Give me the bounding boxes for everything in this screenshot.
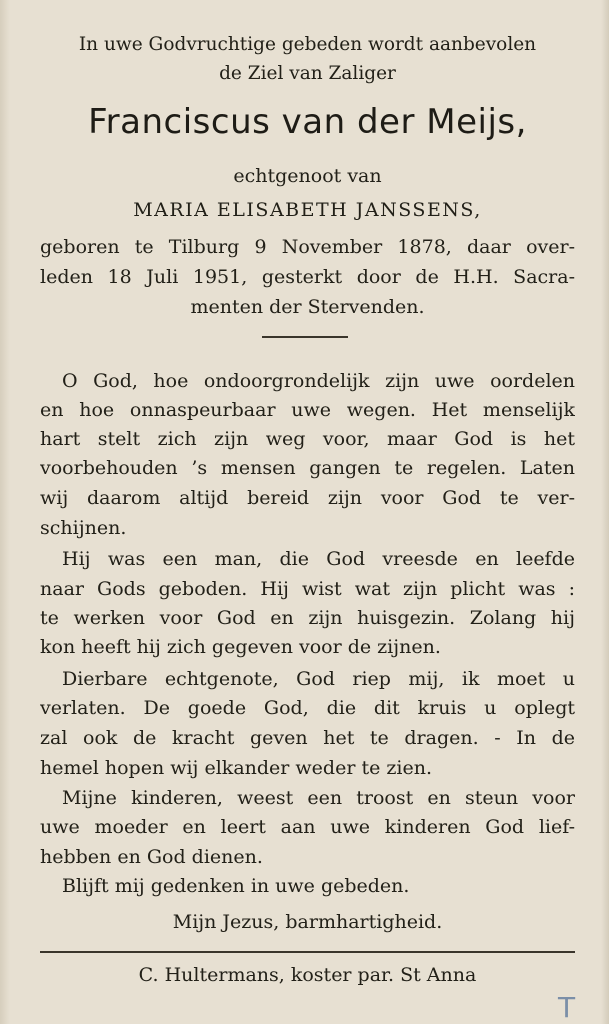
deceased-name: Franciscus van der Meijs,	[88, 102, 527, 142]
body-line: uwe moeder en leert aan uwe kinderen God lief-	[40, 816, 575, 838]
divider-short	[262, 336, 348, 338]
body-line: naar Gods geboden. Hij wist wat zijn plicht was :	[40, 578, 575, 600]
body-line: Mijne kinderen, weest een troost en steun voor	[62, 787, 575, 809]
body-line: hart stelt zich zijn weg voor, maar God is het	[40, 428, 575, 450]
body-line: verlaten. De goede God, die dit kruis u oplegt	[40, 697, 575, 719]
handwritten-mark: T	[558, 991, 576, 1024]
body-line: hemel hopen wij elkander weder te zien.	[40, 757, 432, 779]
body-line: Dierbare echtgenote, God riep mij, ik moet u	[62, 668, 575, 690]
body-line: kon heeft hij zich gegeven voor de zijnen.	[40, 636, 441, 658]
body-line: wij daarom altijd bereid zijn voor God te ver-	[40, 487, 575, 509]
divider-long	[40, 951, 575, 953]
printer-credit: C. Hultermans, koster par. St Anna	[138, 964, 477, 986]
life-line: geboren te Tilburg 9 November 1878, daar over-	[40, 236, 575, 258]
life-line: menten der Stervenden.	[190, 296, 425, 318]
body-line: te werken voor God en zijn huisgezin. Zolang hij	[40, 607, 575, 629]
body-line: O God, hoe ondoorgrondelijk zijn uwe oordelen	[62, 370, 575, 392]
header-line-1: In uwe Godvruchtige gebeden wordt aanbevolen	[78, 34, 537, 55]
body-line: hebben en God dienen.	[40, 846, 263, 868]
body-line: zal ook de kracht geven het te dragen. - In de	[40, 727, 575, 749]
header-line-2: de Ziel van Zaliger	[219, 63, 396, 84]
body-line: en hoe onnaspeurbaar uwe wegen. Het menselijk	[40, 399, 575, 421]
body-line: voorbehouden ’s mensen gangen te regelen. Laten	[40, 457, 575, 479]
body-line: schijnen.	[40, 517, 127, 539]
closing-prayer: Mijn Jezus, barmhartigheid.	[172, 911, 443, 933]
body-line: Blijft mij gedenken in uwe gebeden.	[62, 875, 410, 897]
life-line: leden 18 Juli 1951, gesterkt door de H.H. Sacra-	[40, 266, 575, 288]
relation-text: echtgenoot van	[233, 165, 382, 187]
spouse-name: MARIA ELISABETH JANSSENS,	[133, 199, 482, 221]
body-line: Hij was een man, die God vreesde en leefde	[62, 548, 575, 570]
